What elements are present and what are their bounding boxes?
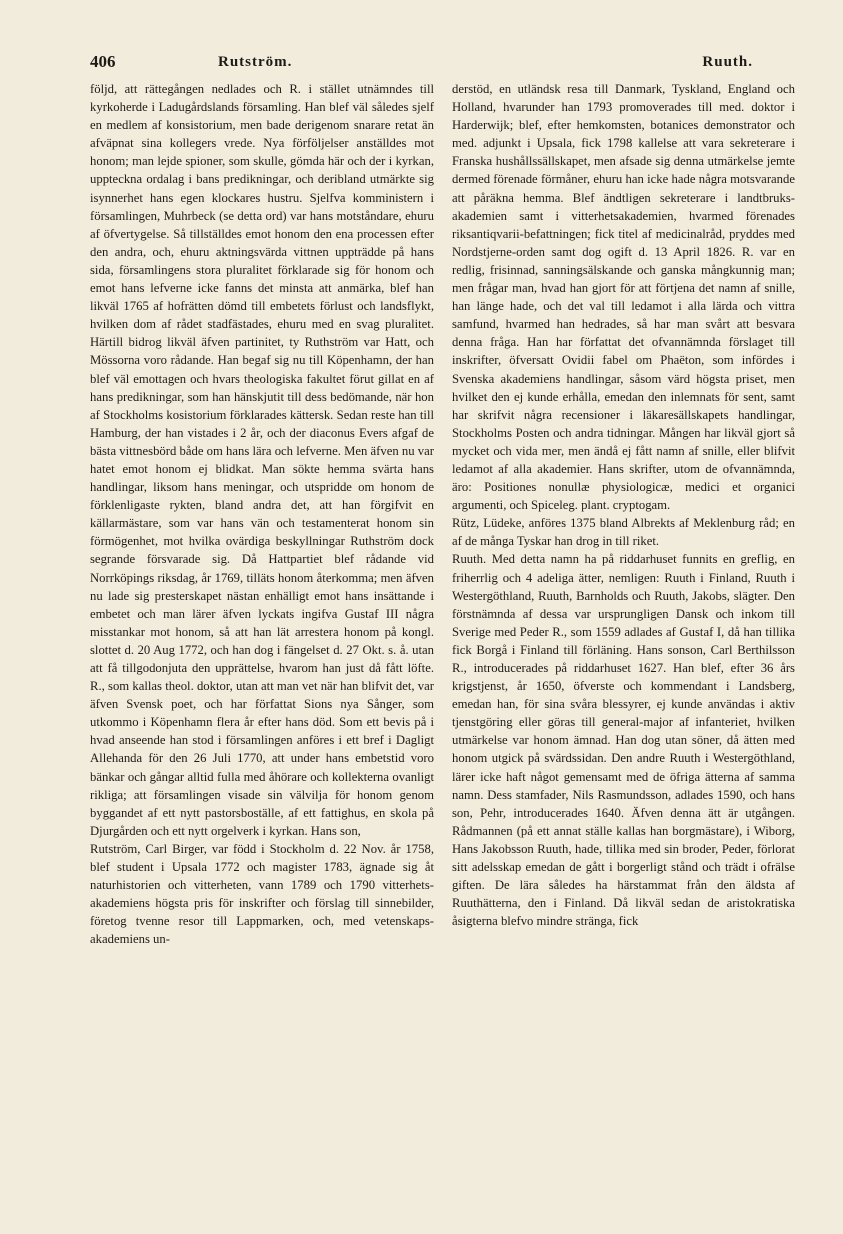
left-running-head: Rutström. xyxy=(218,54,293,70)
left-column xyxy=(90,80,434,1195)
page-header xyxy=(90,52,753,76)
paragraph-rutstrom-continued: följd, att rättegången nedlades och R. i stället utnämndes till kyrkoherde i Ladugårdslands församling. Han blef väl således sjelf en medlem af konsistorium, men bade derigenom snarare retat än afväpnat sina kollegers vrede. Nya förföljelser anställdes mot honom; man lejde spioner, som skulle, gömda här och der i kyrkan, uppteckna ordalag i bans predikningar, och deribland utmärkte sig isynnerhet hans egen klockares hustru. Sjelfva komministern i församlingen, Muhrbeck (se detta ord) var hans motståndare, ehuru af öfvertygelse. Så tillställdes emot honom den ena processen efter den andra, och, ehuru aktningsvärda vittnen uppträdde på hans sida, församlingens stora pluralitet förklarade sig för honom och emot hans lefverne icke fanns det minsta att anmärka, blef han likväl 1765 af hofrätten dömd till embetets förlust och landsflykt, hvilken dom af rådet stadfästades, ehuru med en svag pluralitet. Härtill bidrog likväl äfven partinitet, ty Ruthström var Hatt, och Mössorna voro rådande. Han begaf sig nu till Köpenhamn, der han blef väl emottagen och hvars theologiska fakultet förut gillat en af hans predikningar, som han hänskjutit till dess bedömande, när hon af Stockholms kosistorium förklarades kättersk. Sedan reste han till Hamburg, der han vistades i 2 år, och der diaconus Evers afgaf de bästa vittnesbörd både om hans lära och lefverne. Men äfven nu var hatet emot honom ej blidkat. Man sökte hemma svärta hans handlingar, liksom hans meningar, och utspridde om honom de förklenligaste rykten, bland andra det, att han förgifvit en källarmästare, som var hans vän och testamenterat honom sin förmögenhet, mot hvilka ovärdiga beskyllningar Ruthström dock segrande försvarade sig. Då Hattpartiet blef rådande vid Norrköpings riksdag, år 1769, tilläts honom återkomma; men äfven nu lade sig presterskapet nästan enhälligt emot hans insättande i embetet och man lärer äfven lyckats ingifva Gustaf III några misstankar mot honom, så att han lät arrestera honom på kongl. slottet d. 20 Aug 1772, och han dog i fängelset d. 27 Okt. s. å. utan att få tillgodonjuta den upprättelse, hvarom han just då fått löfte. R., som kallas theol. doktor, utan att man vet när han blifvit det, var äfven Svensk poet, och har författat Sions nya Sånger, som utkommo i Köpenhamn flera år efter hans död. Som ett bevis på i hvad anseende han stod i församlingen anföres i ett bref i Dagligt Allehanda för den 26 Juli 1770, att under hans embetstid voro bänkar och gångar alltid fulla med åhörare och kollekterna ovanligt rikliga; att församlingen visade sin välvilja för honom genom byggandet af ett nytt pastorsboställe, af ett fattighus, en skola på Djurgården och ett nytt orgelverk i kyrkan. Hans son, xyxy=(90,82,434,838)
paragraph-rutstrom-continued-right: derstöd, en utländsk resa till Danmark, Tyskland, England och Holland, hvarunder han 1793 promoverades till med. doktor i Harderwijk; blef, efter hemkomsten, botanices demonstrator och med. adjunkt i Upsala, fick 1798 kallelse att vara sekreterare i Franska hushållssällskapet, men afsade sig denna utmärkelse jemte dermed förenade förmåner, ehuru han icke hade några motsvarande att påräkna hemma. Blef ändtligen sekreterare i landtbruks-akademien samt i vitterhetsakademien, hvarmed förenades riksantiqvarii-befattningen; fick titel af medicinalråd, pryddes med Nordstjerne-orden samt dog ogift d. 13 April 1826. R. var en redlig, frisinnad, sanningsälskande och ganska mångkunnig man; men frågar man, hvad han gjort för att förtjena det namn af snille, han länge hade, och det val till ledamot i alla lärda och vittra samfund, hvarmed han hedrades, så har man svårt att besvara denna fråga. Han har författat det ofvannämnda förslaget till inskrifter, öfversatt Ovidii fabel om Phaëton, som infördes i Svenska akademiens handlingar, såsom värd högsta priset, men hvilket den ej kunde erhålla, emedan den inlemnats för sent, samt har skrifvit några recensioner i läkaresällskapets handlingar, Stockholms Posten och andra tidningar. Mången har likväl gjort så mycket och vida mer, men ändå ej fått namn af snille, eller blifvit ledamot af alla akademier. Hans skrifter, utom de ofvannämnda, äro: Positiones nonullæ physiologicæ, medici et organici argumenti, och Spiceleg. plant. cryptogam. xyxy=(452,82,795,513)
paragraph-ruuth: Ruuth. Med detta namn ha på riddarhuset funnits en greflig, en friherrlig och 4 adeliga ätter, nemligen: Ruuth i Finland, Ruuth i Westergöthland, Ruuth, Barnholds och Ruuth, Jakobs, slägter. Den förstnämnda af dessa var ursprungligen Dansk och inkom till Sverige med Peder R., som 1559 adlades af Gustaf I, då han tillika fick Borgå i Finland till förläning. Hans sonson, Carl Berthilsson R., introducerades på riddarhuset 1627. Han blef, efter 36 års krigstjenst, år 1650, öfverste och kommendant i Landsberg, emedan han, för sina svåra blessyrer, ej kunde användas i aktiv tjenstgöring eller göras till general-major af infanteriet, hvilken utmärkelse var honom ämnad. Han dog utan söner, då ätten med honom utgick på svärdssidan. Den andre Ruuth i Westergöthland, lärer icke haft något gemensamt med de öfriga ätterna af samma namn. Dess stamfader, Nils Rasmundsson, adlades 1590, och hans son, Pehr, introducerades 1640. Äfven denna ätt är utgången. Rådmannen (på ett annat ställe kallas han borgmästare), i Wiborg, Hans Jakobsson Ruuth, hade, tillika med sin broder, Peder, förlorat sitt adelsskap emedan de gått i borgerligt stånd och trädt i ofrälse giften. De lära således ha härstammat från den äldsta af Ruuthätterna, den i Finland. Då likväl sedan de aristokratiska åsigterna blefvo mindre stränga, fick xyxy=(452,552,795,929)
paragraph-rutz-ludeke: Rütz, Lüdeke, anföres 1375 bland Albrekts af Meklenburg råd; en af de många Tyskar han drog in till riket. xyxy=(452,516,795,549)
page-number: 406 xyxy=(90,52,116,71)
right-column xyxy=(452,80,795,1195)
right-running-head: Ruuth. xyxy=(702,54,753,70)
paragraph-rutstrom-carl-birger: Rutström, Carl Birger, var född i Stockholm d. 22 Nov. år 1758, blef student i Upsala 1772 och magister 1783, ägnade sig åt naturhistorien och vitterheten, vann 1789 och 1790 vitterhets-akademiens högsta pris för inskrifter och förslag till sinnebilder, företog tvenne resor till Lappmarken, och, med vetenskaps-akademiens un- xyxy=(90,841,434,947)
